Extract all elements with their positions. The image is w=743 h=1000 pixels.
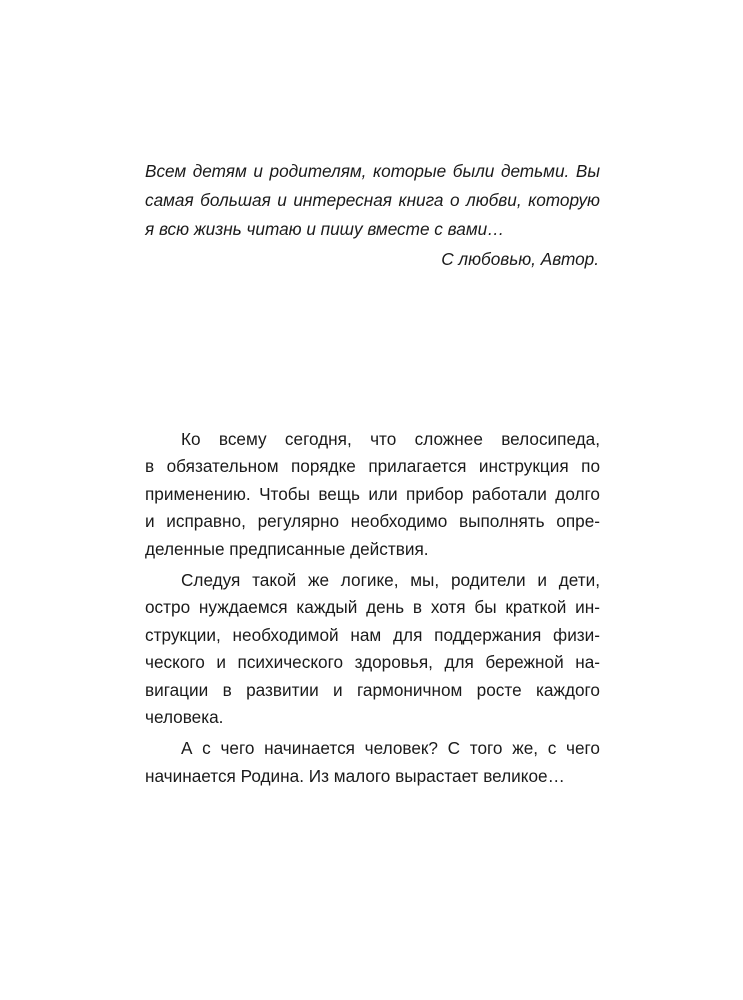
dedication xyxy=(145,157,600,274)
paragraph-line: и исправно, регулярно необходимо выполнять опре- xyxy=(145,511,600,532)
paragraph-line: А с чего начинается человек? С того же, с чего xyxy=(181,738,600,759)
dedication-line: Всем детям и родителям, которые были детьми. Вы xyxy=(145,161,600,181)
paragraph-line: струкции, необходимой нам для поддержания физи- xyxy=(145,624,600,645)
paragraph-line: остро нуждаемся каждый день в хотя бы краткой ин- xyxy=(145,597,600,618)
paragraph-line: ческого и психического здоровья, для бережной на- xyxy=(145,652,600,673)
paragraph-line: человека. xyxy=(145,707,224,728)
paragraph xyxy=(145,735,600,790)
paragraph-line: Следуя такой же логике, мы, родители и дети, xyxy=(181,570,600,591)
paragraph-line: в обязательном порядке прилагается инструкция по xyxy=(145,456,600,477)
paragraph-line: применению. Чтобы вещь или прибор работали долго xyxy=(145,483,600,504)
paragraph-line: деленные предписанные действия. xyxy=(145,538,429,559)
paragraph-line: начинается Родина. Из малого вырастает великое… xyxy=(145,765,565,786)
dedication-signature: С любовью, Автор. xyxy=(441,248,599,269)
body-text xyxy=(145,426,600,790)
paragraph xyxy=(145,426,600,563)
paragraph-line: вигации в развитии и гармоничном росте каждого xyxy=(145,679,600,700)
paragraph xyxy=(145,567,600,731)
paragraph-line: Ко всему сегодня, что сложнее велосипеда, xyxy=(181,429,600,449)
dedication-line: я всю жизнь читаю и пишу вместе с вами… xyxy=(145,219,505,240)
dedication-line: самая большая и интересная книга о любви, которую xyxy=(145,190,600,211)
